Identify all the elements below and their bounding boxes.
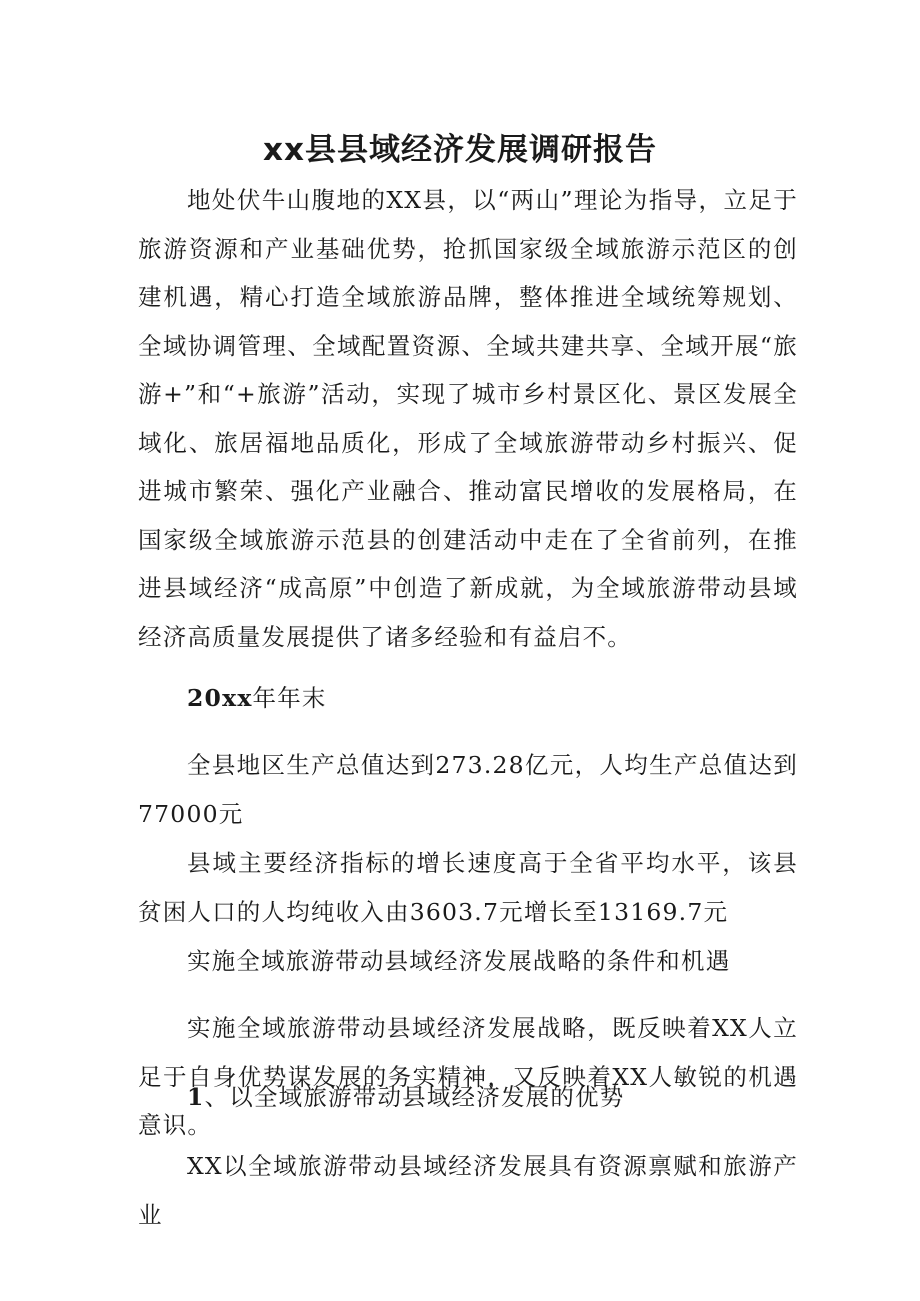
year-label: 20xx	[187, 684, 253, 712]
gdp-paragraph: 全县地区生产总值达到273.28亿元，人均生产总值达到77000元	[138, 751, 798, 828]
conditions-heading: 实施全域旅游带动县域经济发展战略的条件和机遇	[187, 947, 731, 975]
reflects-paragraph: 实施全域旅游带动县域经济发展战略，既反映着XX人立足于自身优势谋发展的务实精神，又反映着XX人敏锐的机遇意识。	[138, 1014, 798, 1139]
indicators-paragraph: 县域主要经济指标的增长速度高于全省平均水平，该县贫困人口的人均纯收入由3603.7元增长至13169.7元	[138, 849, 798, 926]
page-title: xx县县域经济发展调研报告	[263, 132, 657, 168]
year-end-heading	[138, 674, 798, 723]
advantage-heading	[138, 1073, 798, 1122]
year-suffix: 年年末	[252, 684, 327, 712]
xx-paragraph: XX以全域旅游带动县域经济发展具有资源禀赋和旅游产业	[138, 1152, 798, 1229]
advantage-number: 1	[187, 1083, 205, 1111]
intro-paragraph: 地处伏牛山腹地的XX县，以“两山”理论为指导，立足于旅游资源和产业基础优势，抢抓国家级全域旅游示范区的创建机遇，精心打造全域旅游品牌，整体推进全域统筹规划、全域协调管理、全域配置资源、全域共建共享、全域开展“旅游+”和“+旅游”活动，实现了城市乡村景区化、景区发展全域化、旅居福地品质化，形成了全域旅游带动乡村振兴、促进城市繁荣、强化产业融合、推动富民增收的发展格局，在国家级全域旅游示范县的创建活动中走在了全省前列，在推进县域经济“成高原”中创造了新成就，为全域旅游带动县域经济高质量发展提供了诸多经验和有益启不。	[138, 186, 798, 651]
advantage-text: 、以全域旅游带动县域经济发展的优势	[204, 1083, 625, 1111]
